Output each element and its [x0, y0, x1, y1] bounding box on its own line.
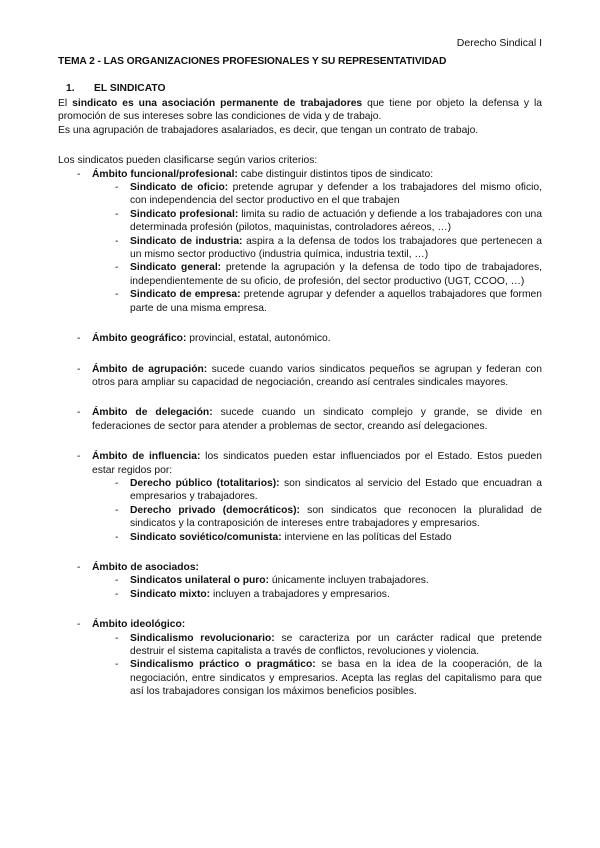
list-subitem: - Sindicato mixto: incluyen a trabajadores y empresarios. [115, 588, 390, 600]
list-item-delegacion: - Ámbito de delegación: sucede cuando un sindicato complejo y grande, se divide en federaciones de sector para atender a problemas de sector, creando así delegaciones. [77, 407, 542, 432]
list-subitem: - Sindicato general: pretende la agrupación y la defensa de todo tipo de trabajadores, independientemente de su oficio, de profesión, del sector productivo (UGT, CCOO, …) [115, 262, 542, 287]
list-item-asociados: - Ámbito de asociados: [77, 561, 199, 573]
section-number: 1. [66, 83, 75, 94]
list-item-geografico: - Ámbito geográfico: provincial, estatal, autonómico. [77, 333, 331, 345]
list-subitem: - Derecho público (totalitarios): son sindicatos al servicio del Estado que encuadran a empresarios y trabajadores. [115, 477, 542, 503]
list-item-ideologico: - Ámbito ideológico: [77, 619, 186, 631]
list-subitem: - Sindicato profesional: limita su radio de actuación y defiende a los trabajadores con una determinada profesión (pilotos, maquinistas, controladores aéreos, …) [115, 208, 542, 234]
intro-paragraph: El sindicato es una asociación permanente de trabajadores que tiene por objeto la defensa y la promoción de sus intereses sobre las condiciones de vida y de trabajo. [58, 98, 542, 123]
document-title: TEMA 2 - LAS ORGANIZACIONES PROFESIONALES Y SU REPRESENTATIVIDAD [58, 56, 447, 67]
list-subitem: - Sindicato de industria: aspira a la defensa de todos los trabajadores que pertenecen a un mismo sector productivo (industria química, industria textil, …) [115, 235, 543, 261]
list-item-influencia: - Ámbito de influencia: los sindicatos pueden estar influenciados por el Estado. Estos pueden estar regidos por: [77, 451, 542, 476]
section-title: EL SINDICATO [94, 83, 166, 94]
list-subitem: - Derecho privado (democráticos): son sindicatos que reconocen la pluralidad de sindicatos y la contraposición de intereses entre trabajadores y empresarios. [115, 504, 542, 530]
list-subitem: - Sindicato de empresa: pretende agrupar y defender a aquellos trabajadores que formen parte de una misma empresa. [115, 289, 542, 314]
list-item-funcional: - Ámbito funcional/profesional: cabe distinguir distintos tipos de sindicato: [77, 168, 434, 180]
page-header: Derecho Sindical I [456, 37, 542, 49]
document-body [58, 97, 542, 699]
list-subitem: - Sindicatos unilateral o puro: únicamente incluyen trabajadores. [115, 575, 429, 587]
list-subitem: - Sindicalismo revolucionario: se caracteriza por un carácter radical que pretende destruir el sistema capitalista a través de conflictos, revoluciones y violencia. [115, 632, 542, 657]
classify-intro: Los sindicatos pueden clasificarse según varios criterios: [58, 155, 318, 167]
list-subitem: - Sindicato de oficio: pretende agrupar y defender a los trabajadores del mismo oficio, con independencia del sector productivo en el que trabajen [115, 182, 542, 207]
list-subitem: - Sindicato soviético/comunista: interviene en las políticas del Estado [115, 531, 452, 543]
intro-line2: Es una agrupación de trabajadores asalariados, es decir, que tengan un contrato de trabajo. [58, 124, 479, 136]
section-heading [66, 82, 166, 95]
list-item-agrupacion: - Ámbito de agrupación: sucede cuando varios sindicatos pequeños se agrupan y federan con otros para ampliar su capacidad de negociación, creando así centrales sindicales mayores. [77, 363, 543, 388]
list-subitem: - Sindicalismo práctico o pragmático: se basa en la idea de la cooperación, de la negociación, entre sindicatos y empresarios. Acepta las reglas del capitalismo para que así los trabajadores consigan los máximos beneficios posibles. [115, 659, 542, 698]
